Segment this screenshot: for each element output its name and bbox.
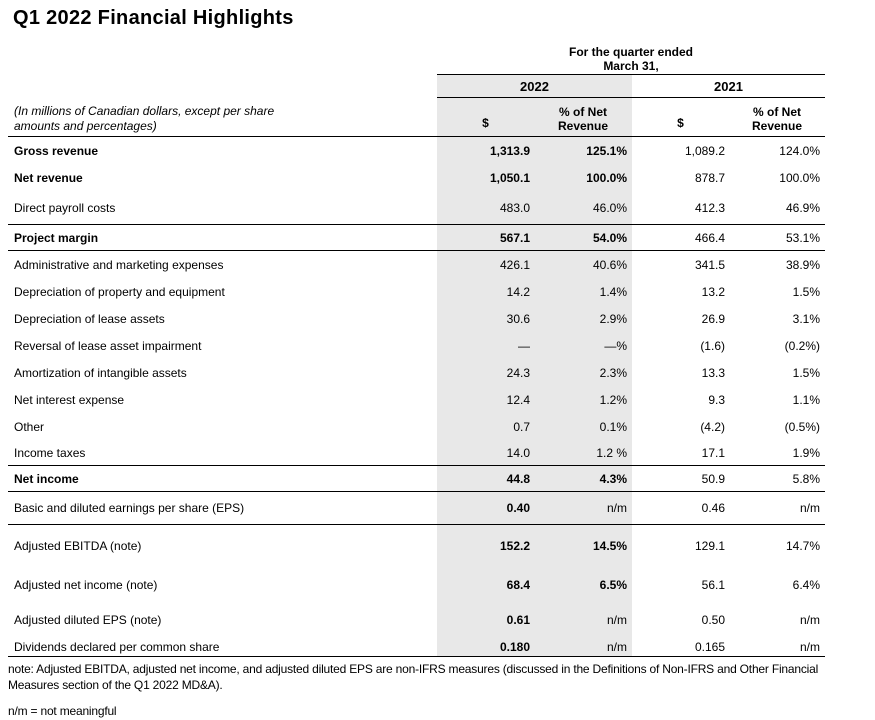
value-2022-dollar: 1,050.1 bbox=[489, 170, 530, 185]
value-2021-pct: n/m bbox=[799, 612, 820, 627]
value-2021-pct: 53.1% bbox=[785, 230, 820, 245]
value-2022-dollar: 567.1 bbox=[499, 230, 530, 245]
value-2021-dollar: 1,089.2 bbox=[684, 143, 725, 158]
pct-header-line2: Revenue bbox=[557, 119, 609, 133]
value-2021-dollar: 878.7 bbox=[694, 170, 725, 185]
value-2022-pct: 14.5% bbox=[592, 539, 627, 553]
value-2021-pct: n/m bbox=[799, 501, 820, 515]
value-2022-dollar: 14.0 bbox=[506, 445, 530, 460]
value-2021-pct: n/m bbox=[799, 639, 820, 654]
value-2021-dollar: 26.9 bbox=[701, 311, 725, 326]
value-2022-dollar: 12.4 bbox=[506, 392, 530, 407]
nm-definition: n/m = not meaningful bbox=[8, 704, 117, 718]
unit-note-line1: (In millions of Canadian dollars, except per share bbox=[14, 104, 275, 118]
value-2022-dollar: 483.0 bbox=[499, 200, 530, 215]
year-headers bbox=[437, 75, 825, 98]
row-label: Project margin bbox=[14, 230, 99, 245]
value-2021-pct: 1.9% bbox=[792, 445, 820, 460]
value-2021-pct: 100.0% bbox=[779, 170, 820, 185]
value-2022-pct: 40.6% bbox=[592, 257, 627, 272]
value-2022-pct: 1.2 % bbox=[596, 445, 627, 460]
value-2022-pct: 2.9% bbox=[599, 311, 627, 326]
table-row bbox=[8, 567, 825, 602]
row-label: Gross revenue bbox=[14, 143, 99, 158]
table-row bbox=[8, 137, 825, 164]
value-2022-pct: n/m bbox=[606, 639, 627, 654]
table-row bbox=[8, 466, 825, 492]
table-row bbox=[8, 332, 825, 359]
pct-header-line2: Revenue bbox=[751, 119, 803, 133]
period-line1: For the quarter ended bbox=[568, 45, 693, 59]
pct-header-line1: % of Net bbox=[753, 105, 801, 119]
table-row bbox=[8, 525, 825, 567]
value-2022-pct: n/m bbox=[606, 501, 627, 515]
table-row bbox=[8, 492, 825, 525]
value-2021-pct: 1.5% bbox=[792, 365, 820, 380]
table-row bbox=[8, 359, 825, 386]
value-2022-pct: 100.0% bbox=[586, 170, 627, 185]
column-header-dollar-2022: $ bbox=[482, 116, 489, 130]
table-row bbox=[8, 191, 825, 225]
value-2021-dollar: 412.3 bbox=[694, 200, 725, 215]
value-2022-pct: 46.0% bbox=[592, 200, 627, 215]
period-header bbox=[437, 47, 825, 75]
row-label: Adjusted diluted EPS (note) bbox=[14, 612, 162, 627]
value-2021-dollar: 13.2 bbox=[701, 284, 725, 299]
value-2022-dollar: 68.4 bbox=[506, 577, 530, 592]
table-row bbox=[8, 278, 825, 305]
column-header-pct-2021 bbox=[729, 98, 825, 136]
value-2022-pct: 0.1% bbox=[599, 419, 627, 434]
table-row bbox=[8, 637, 825, 657]
value-2022-dollar: — bbox=[518, 338, 530, 353]
non-ifrs-note: note: Adjusted EBITDA, adjusted net income, and adjusted diluted EPS are non-IFRS measures (discussed in the Definitions of Non-IFRS and Other Financial Measures section of the Q1 2022 MD&A). bbox=[8, 662, 819, 692]
value-2022-dollar: 0.7 bbox=[513, 419, 530, 434]
value-2022-pct: n/m bbox=[606, 612, 627, 627]
value-2022-dollar: 426.1 bbox=[499, 257, 530, 272]
period-header-row bbox=[8, 47, 825, 75]
value-2021-dollar: 0.165 bbox=[694, 639, 725, 654]
row-label: Amortization of intangible assets bbox=[14, 365, 187, 380]
unit-note-line2: amounts and percentages) bbox=[14, 119, 157, 133]
header-spacer bbox=[8, 75, 437, 98]
row-label: Net income bbox=[14, 471, 79, 486]
value-2021-pct: 6.4% bbox=[792, 577, 820, 592]
value-2021-pct: 124.0% bbox=[779, 143, 820, 158]
table-rows bbox=[8, 137, 825, 657]
row-label: Administrative and marketing expenses bbox=[14, 257, 224, 272]
page-title: Q1 2022 Financial Highlights bbox=[13, 7, 294, 29]
value-2022-pct: 54.0% bbox=[592, 230, 627, 245]
value-2021-dollar: 0.46 bbox=[701, 501, 725, 515]
value-2021-dollar: 9.3 bbox=[708, 392, 725, 407]
row-label: Net interest expense bbox=[14, 392, 125, 407]
value-2021-pct: 5.8% bbox=[792, 471, 820, 486]
value-2022-pct: 2.3% bbox=[599, 365, 627, 380]
value-2021-dollar: 0.50 bbox=[701, 612, 725, 627]
table-row bbox=[8, 386, 825, 413]
value-2021-pct: 1.1% bbox=[792, 392, 820, 407]
header-spacer bbox=[8, 47, 437, 75]
row-label: Adjusted EBITDA (note) bbox=[14, 539, 142, 553]
financial-highlights-table bbox=[8, 47, 825, 657]
row-label: Dividends declared per common share bbox=[14, 639, 220, 654]
value-2021-dollar: 56.1 bbox=[701, 577, 725, 592]
value-2021-pct: 3.1% bbox=[792, 311, 820, 326]
value-2021-dollar: 341.5 bbox=[694, 257, 725, 272]
value-2021-dollar: (1.6) bbox=[700, 338, 725, 353]
row-label: Reversal of lease asset impairment bbox=[14, 338, 202, 353]
value-2022-dollar: 14.2 bbox=[506, 284, 530, 299]
table-row bbox=[8, 440, 825, 466]
value-2021-dollar: 17.1 bbox=[701, 445, 725, 460]
value-2022-dollar: 30.6 bbox=[506, 311, 530, 326]
table-row bbox=[8, 602, 825, 637]
value-2022-pct: —% bbox=[604, 338, 627, 353]
value-2021-pct: (0.2%) bbox=[784, 338, 820, 353]
row-label: Direct payroll costs bbox=[14, 200, 116, 215]
row-label: Income taxes bbox=[14, 445, 86, 460]
value-2021-dollar: (4.2) bbox=[700, 419, 725, 434]
year-header-row bbox=[8, 75, 825, 98]
value-2021-dollar: 50.9 bbox=[701, 471, 725, 486]
value-2021-dollar: 129.1 bbox=[694, 539, 725, 553]
year-header-2022: 2022 bbox=[520, 78, 549, 94]
footnotes bbox=[8, 661, 870, 719]
table-row bbox=[8, 305, 825, 332]
value-2021-dollar: 13.3 bbox=[701, 365, 725, 380]
value-2022-dollar: 1,313.9 bbox=[489, 143, 530, 158]
value-2022-pct: 125.1% bbox=[586, 143, 627, 158]
value-2022-pct: 1.4% bbox=[599, 284, 627, 299]
value-2021-pct: 38.9% bbox=[785, 257, 820, 272]
unit-note bbox=[8, 98, 437, 136]
table-row bbox=[8, 225, 825, 251]
table-row bbox=[8, 251, 825, 278]
value-2021-pct: 1.5% bbox=[792, 284, 820, 299]
value-2021-dollar: 466.4 bbox=[694, 230, 725, 245]
column-header-dollar-2021: $ bbox=[677, 116, 684, 130]
table-row bbox=[8, 413, 825, 440]
year-header-2021: 2021 bbox=[714, 78, 743, 94]
value-2022-pct: 6.5% bbox=[599, 577, 627, 592]
value-2022-dollar: 0.40 bbox=[506, 501, 530, 515]
value-2022-dollar: 0.61 bbox=[506, 612, 530, 627]
row-label: Depreciation of property and equipment bbox=[14, 284, 225, 299]
value-2022-dollar: 0.180 bbox=[499, 639, 530, 654]
pct-header-line1: % of Net bbox=[559, 105, 607, 119]
value-2021-pct: (0.5%) bbox=[784, 419, 820, 434]
value-2021-pct: 46.9% bbox=[785, 200, 820, 215]
value-2022-dollar: 24.3 bbox=[506, 365, 530, 380]
value-2022-pct: 4.3% bbox=[599, 471, 627, 486]
value-2022-dollar: 152.2 bbox=[499, 539, 530, 553]
row-label: Adjusted net income (note) bbox=[14, 577, 158, 592]
table-row bbox=[8, 164, 825, 191]
column-header-row bbox=[8, 98, 825, 137]
column-header-pct-2022 bbox=[534, 98, 632, 136]
row-label: Basic and diluted earnings per share (EPS) bbox=[14, 501, 245, 515]
row-label: Other bbox=[14, 419, 45, 434]
value-2021-pct: 14.7% bbox=[785, 539, 820, 553]
row-label: Net revenue bbox=[14, 170, 83, 185]
row-label: Depreciation of lease assets bbox=[14, 311, 165, 326]
period-line2: March 31, bbox=[603, 59, 659, 73]
value-2022-dollar: 44.8 bbox=[506, 471, 530, 486]
value-2022-pct: 1.2% bbox=[599, 392, 627, 407]
